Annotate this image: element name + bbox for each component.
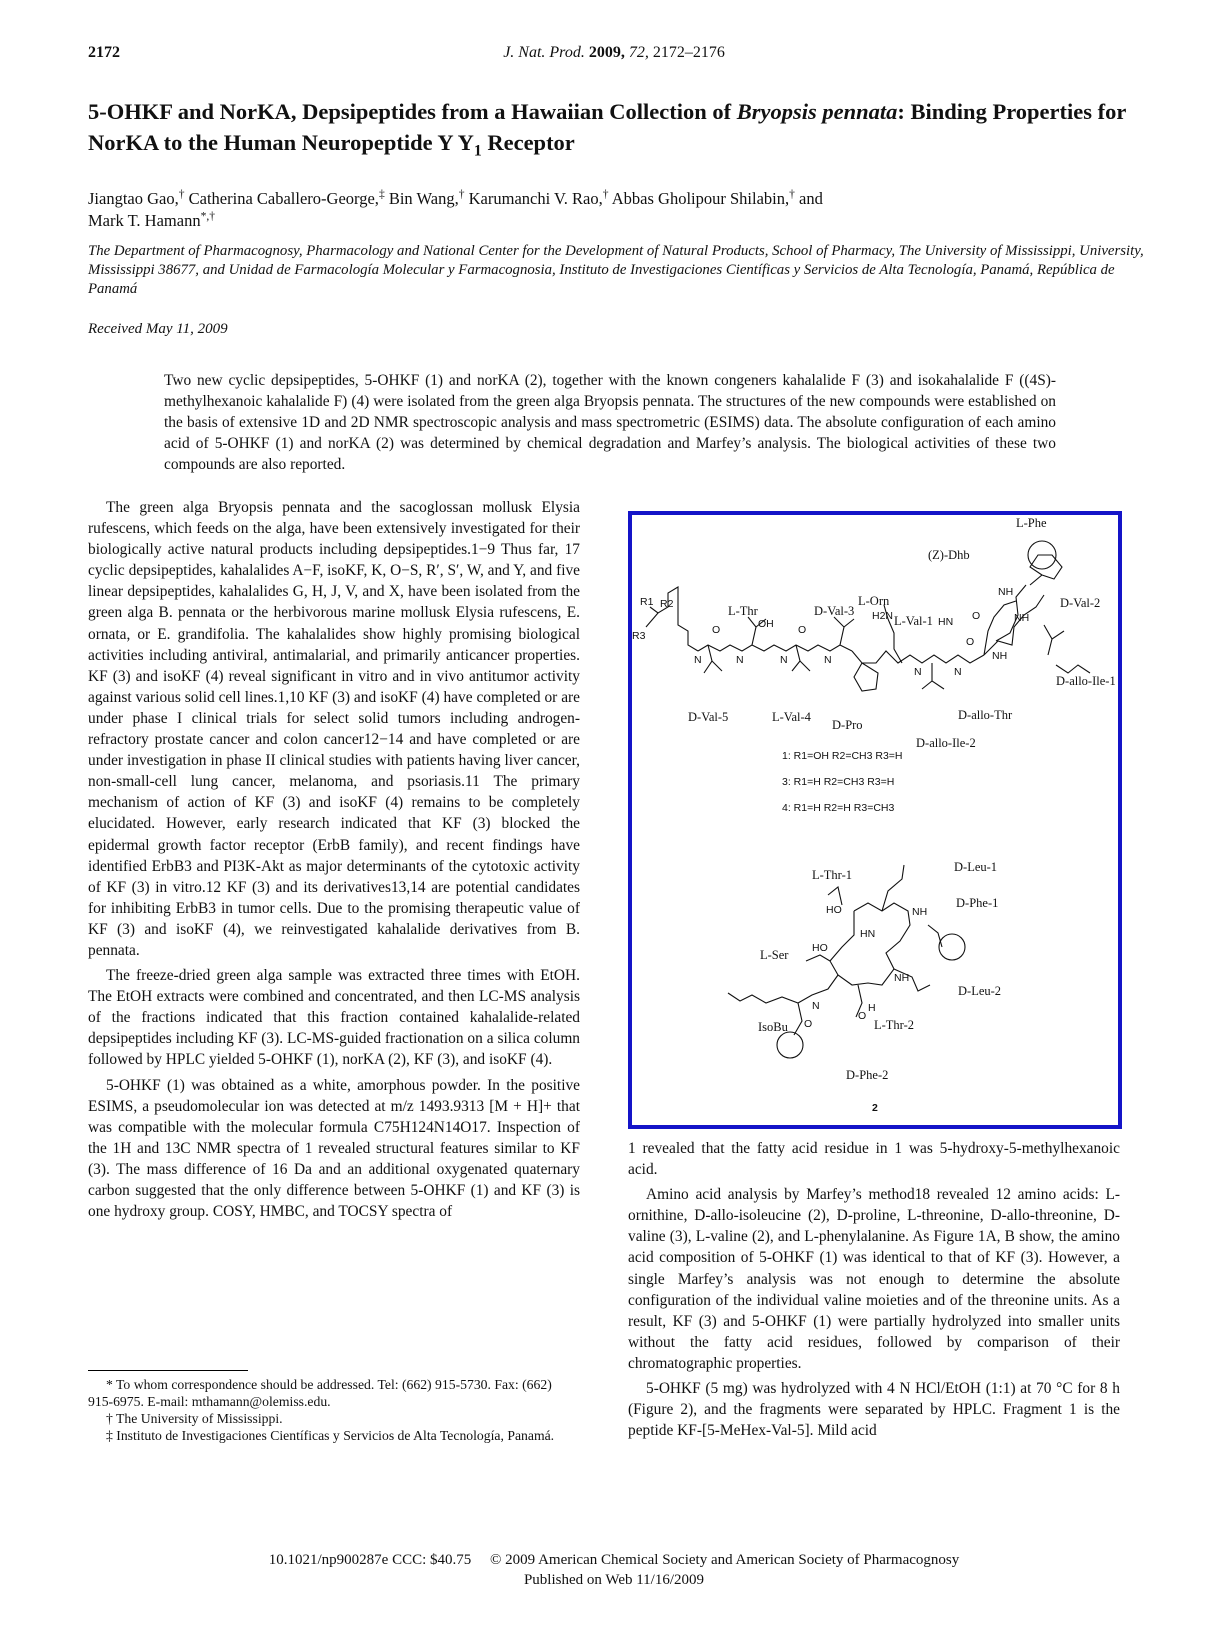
atom-label: O (972, 610, 981, 622)
residue-label: D-Leu-1 (954, 860, 998, 874)
residue-label: D-Val-5 (688, 710, 729, 724)
author: Jiangtao Gao, (88, 189, 179, 208)
footnote: † The University of Mississippi. (106, 1411, 283, 1426)
author-list (88, 188, 1128, 232)
residue-label: D-Leu-2 (958, 984, 1002, 998)
paragraph: 5-OHKF (5 mg) was hydrolyzed with 4 N HCl/EtOH (1:1) at 70 °C for 8 h (Figure 2), and the fragments were separated by HPLC. Fragment 1 is the peptide KF-[5-MeHex-Val-5]. Mild acid (628, 1380, 1120, 1440)
footnote: * To whom correspondence should be addressed. Tel: (662) 915-5730. Fax: (662) 915-6975. E-mail: mthamann@olemiss.edu. (88, 1377, 552, 1409)
journal-volume: 72, (628, 44, 649, 61)
copyright: © 2009 American Chemical Society and American Society of Pharmacognosy (490, 1552, 960, 1568)
atom-label: N (954, 666, 962, 678)
residue-label: D-allo-Thr (958, 708, 1013, 722)
page-number: 2172 (88, 44, 120, 61)
paragraph: Amino acid analysis by Marfey’s method18 revealed 12 amino acids: L-ornithine, D-allo-isoleucine (2), D-proline, L-threonine, D-allo-threonine, D-valine (3), L-valine (2), and L-phenylalanine. As Figure 1A, B show, the amino acid composition of 5-OHKF (1) was identical to that of KF (3). However, a single Marfey’s analysis was not enough to determine the absolute configuration of the individual valine moieties and of the threonine units. As a result, KF (3) and 5-OHKF (1) were partially hydrolyzed into smaller units without the fatty acid residues, followed by comparison of their chromatographic properties. (628, 1186, 1120, 1372)
journal-pages: 2172–2176 (652, 44, 725, 61)
journal-reference (0, 44, 1228, 62)
atom-label: N (736, 654, 744, 666)
author-mark: † (458, 188, 465, 201)
paragraph: 5-OHKF (1) was obtained as a white, amorphous powder. In the positive ESIMS, a pseudomolecular ion was detected at m/z 1493.9313 [M + H]+ that was compatible with the molecular formula C75H124N14O17. Inspection of the 1H and 13C NMR spectra of 1 revealed structural features similar to KF (3). The mass difference of 16 Da and an additional oxygenated quaternary carbon suggested that the only difference between 5-OHKF (1) and KF (3) is one hydroxy group. COSY, HMBC, and TOCSY spectra of (88, 1076, 580, 1221)
author-mark: *,† (200, 210, 216, 223)
residue-label: L-Phe (1016, 516, 1047, 530)
substituent-label: R3 (632, 630, 646, 642)
article-title (88, 96, 1148, 158)
compound-number: 2 (872, 1102, 878, 1114)
atom-label: O (798, 624, 807, 636)
left-column (88, 497, 580, 1226)
atom-label: HO (812, 942, 828, 954)
author: Catherina Caballero-George, (188, 189, 379, 208)
author-mark: ‡ (378, 188, 385, 201)
author-conjunction: and (799, 189, 823, 208)
atom-label: O (804, 1018, 813, 1030)
affiliation: The Department of Pharmacognosy, Pharmacology and National Center for the Development of Natural Products, School of Pharmacy, The University of Mississippi, University, Mississippi 38677, and Unidad de Farmacología Molecular y Farmacognosia, Instituto de Investigaciones Científicas y Servicios de Alta Tecnología, Panamá, República de Panamá (88, 243, 1144, 297)
footnote-rule (88, 1370, 248, 1371)
atom-label: N (694, 654, 702, 666)
journal-year: 2009, (588, 44, 625, 61)
residue-label: (Z)-Dhb (928, 548, 970, 562)
atom-label: H (868, 1002, 876, 1014)
atom-label: O (858, 1010, 867, 1022)
residue-label: D-allo-Ile-2 (916, 736, 976, 750)
author-mark: † (178, 188, 185, 201)
atom-label: NH (992, 650, 1008, 662)
residue-label: D-Val-2 (1060, 596, 1101, 610)
footnote: ‡ Instituto de Investigaciones Científicas y Servicios de Alta Tecnología, Panamá. (106, 1428, 555, 1443)
atom-label: NH (894, 972, 910, 984)
received-date: Received May 11, 2009 (88, 321, 228, 337)
atom-label: NH (998, 586, 1014, 598)
title-species: Bryopsis pennata (736, 99, 898, 124)
author-mark: † (602, 188, 609, 201)
atom-label: N (824, 654, 832, 666)
right-column (628, 1138, 1120, 1445)
author: Mark T. Hamann (88, 211, 201, 230)
title-subscript: 1 (473, 142, 482, 160)
atom-label: HN (938, 616, 954, 628)
atom-label: N (812, 1000, 820, 1012)
author-mark: † (789, 188, 795, 201)
substituent-label: R2 (660, 598, 674, 610)
abstract: Two new cyclic depsipeptides, 5-OHKF (1) and norKA (2), together with the known congeners kahalalide F (3) and isokahalalide F ((4S)- methylhexanoic kahalalide F) (4) were isolated from the green alga Bryopsis pennata. The structures of the new compounds were established on the basis of extensive 1D and 2D NMR spectroscopic analysis and mass spectrometric (ESIMS) data. The absolute configuration of each amino acid of 5-OHKF (1) and norKA (2) was determined by chemical degradation and Marfey’s analysis. The biological activities of these two compounds are also reported. (164, 372, 1056, 473)
author: Karumanchi V. Rao, (468, 189, 603, 208)
author: Abbas Gholipour Shilabin, (611, 189, 790, 208)
compound-key: 3: R1=H R2=CH3 R3=H (782, 776, 895, 788)
residue-label: L-Thr (728, 604, 758, 618)
residue-label: IsoBu (758, 1020, 788, 1034)
substituent-label: R1 (640, 596, 654, 608)
atom-label: HO (826, 904, 842, 916)
atom-label: OH (758, 618, 774, 630)
title-text-2: : Binding Properties for NorKA to the Human Neuropeptide Y Y (88, 99, 1126, 155)
atom-label: N (780, 654, 788, 666)
residue-label: D-allo-Ile-1 (1056, 674, 1116, 688)
residue-label: D-Val-3 (814, 604, 855, 618)
atom-label: NH (1014, 612, 1030, 624)
compound-key: 1: R1=OH R2=CH3 R3=H (782, 750, 903, 762)
paragraph: 1 revealed that the fatty acid residue in 1 was 5-hydroxy-5-methylhexanoic acid. (628, 1140, 1120, 1179)
residue-label: D-Phe-2 (846, 1068, 889, 1082)
published-date: Published on Web 11/16/2009 (523, 1572, 705, 1588)
residue-label: L-Val-1 (894, 614, 933, 628)
residue-label: L-Thr-1 (812, 868, 853, 882)
paragraph: The green alga Bryopsis pennata and the sacoglossan mollusk Elysia rufescens, which feeds on the alga, have been extensively investigated for their biologically active natural products including depsipeptides.1−9 Thus far, 17 cyclic depsipeptides, kahalalides A−F, isoKF, K, O−S, R′, S′, W, and Y, and five linear depsipeptides, kahalalides G, H, J, V, and X, have been isolated from the green alga B. pennata or the herbivorous marine mollusk Elysia rufescens, E. ornata, or E. grandifolia. The kahalalides show highly promising biological activities including antiviral, antimalarial, and primarily anticancer properties. KF (3) and isoKF (4) reveal significant in vitro and in vivo antitumor activity against various solid cell lines.1,10 KF (3) and isoKF (4) have completed or are under phase I clinical trials for select solid tumors including androgen-refractory prostate cancer and colon cancer12−14 and have completed or are under investigation in phase II clinical studies with patients having liver cancer, non-small-cell lung cancer, melanoma, and psoriasis.11 The primary mechanism of action of KF (3) and isoKF (4) remains to be completely elucidated. However, early research indicated that KF (3) blocked the epidermal growth factor receptor (ErbB family), and recent findings have identified ErbB3 and PI3K-Akt as major determinants of the cytotoxic activity of KF (3) in vitro.12 KF (3) and its derivatives13,14 are potential candidates for inhibiting ErbB3 in tumor cells. Due to the promising therapeutic value of KF (3) and isoKF (4), we reinvestigated kahalalide derivatives from B. pennata. (88, 499, 580, 959)
residue-label: L-Orn (858, 594, 890, 608)
footnotes (88, 1376, 580, 1444)
atom-label: O (712, 624, 721, 636)
compound-key: 4: R1=H R2=H R3=CH3 (782, 802, 895, 814)
atom-label: O (966, 636, 975, 648)
structure-drawing (632, 515, 1118, 1125)
residue-label: D-Pro (832, 718, 863, 732)
paragraph: The freeze-dried green alga sample was extracted three times with EtOH. The EtOH extracts were combined and concentrated, and then LC-MS analysis of the fractions indicated that this fraction contained kahalalide-related depsipeptides including KF (3). LC-MS-guided fractionation on a silica column followed by HPLC yielded 5-OHKF (1), norKA (2), KF (3), and isoKF (4). (88, 967, 580, 1069)
phenyl-ring-3 (777, 1032, 803, 1058)
doi: 10.1021/np900287e CCC: $40.75 (268, 1552, 472, 1568)
journal-name: J. Nat. Prod. (503, 44, 585, 61)
title-text-3: Receptor (481, 130, 575, 155)
structure-figure (628, 511, 1122, 1129)
phenyl-ring-2 (939, 934, 965, 960)
page-footer (0, 1550, 1228, 1590)
atom-label: HN (860, 928, 876, 940)
atom-label: H2N (872, 610, 894, 622)
author: Bin Wang, (388, 189, 459, 208)
atom-label: N (914, 666, 922, 678)
residue-label: L-Val-4 (772, 710, 811, 724)
title-text: 5-OHKF and NorKA, Depsipeptides from a Hawaiian Collection of (88, 99, 737, 124)
residue-label: L-Ser (760, 948, 789, 962)
residue-label: D-Phe-1 (956, 896, 999, 910)
residue-label: L-Thr-2 (874, 1018, 915, 1032)
atom-label: NH (912, 906, 928, 918)
